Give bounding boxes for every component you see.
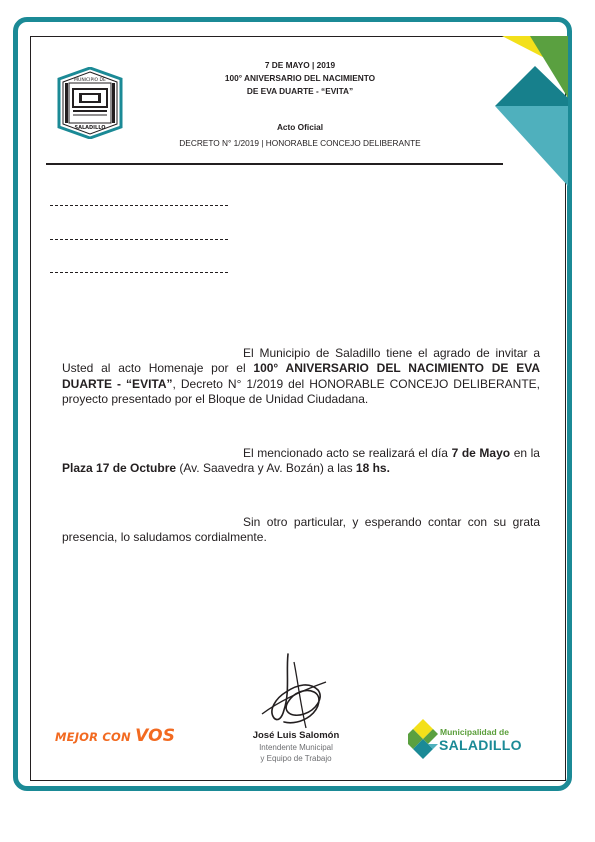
decreto-line: DECRETO N° 1/2019 | HONORABLE CONCEJO DELIBERANTE xyxy=(179,138,421,148)
p2-place: Plaza 17 de Octubre xyxy=(62,461,177,476)
p2-text-c: en la xyxy=(510,446,540,460)
blank-line-1 xyxy=(50,205,228,206)
p3-text: Sin otro particular, y esperando contar con su grata presencia, lo saludamos cordialmente. xyxy=(62,515,540,545)
saladillo-label: SALADILLO xyxy=(439,737,522,753)
p1-text-bold: 100° ANIVERSARIO DEL NACIMIENTO DE EVA DUARTE - “EVITA” xyxy=(62,361,540,391)
p2-date: 7 de Mayo xyxy=(451,446,511,460)
slogan-vos: VOS xyxy=(135,726,176,746)
municipalidad-logo-icon xyxy=(408,719,438,759)
p2-time: 18 hs. xyxy=(355,461,390,476)
signatory-name: José Luis Salomón xyxy=(252,730,340,741)
invitation-paragraph xyxy=(62,346,540,407)
blank-line-3 xyxy=(50,272,228,273)
p2-text-e: (Av. Saavedra y Av. Bozán) a las xyxy=(176,461,356,476)
municipalidad-label: Municipalidad de xyxy=(440,727,509,737)
mejor-con-vos-logo xyxy=(55,726,175,746)
handwritten-signature xyxy=(248,652,340,730)
slogan-text: MEJOR CON xyxy=(55,730,131,744)
crest-text-top: MUNICIPIO DE xyxy=(74,78,106,83)
corner-decoration xyxy=(490,36,568,188)
event-date: 7 DE MAYO | 2019 xyxy=(264,60,336,70)
signatory-title: Intendente Municipal xyxy=(259,743,333,752)
closing-paragraph xyxy=(62,515,540,546)
event-details-paragraph xyxy=(62,446,540,477)
signatory-subtitle: y Equipo de Trabajo xyxy=(260,754,332,763)
blank-line-2 xyxy=(50,239,228,240)
p2-text-a: El mencionado acto se realizará el día xyxy=(243,446,452,460)
acto-oficial-label: Acto Oficial xyxy=(276,122,324,132)
crest-text-bottom: SALADILLO xyxy=(74,125,106,131)
anniversary-title-line1: 100° ANIVERSARIO DEL NACIMIENTO xyxy=(224,73,376,83)
anniversary-title-line2: DE EVA DUARTE - “EVITA” xyxy=(246,86,354,96)
municipal-crest xyxy=(55,67,125,139)
p1-text-a: El Municipio de Saladillo tiene el agrado de invitar a Usted al acto Homenaje por el xyxy=(62,346,540,376)
p1-text-c: , Decreto N° 1/2019 del HONORABLE CONCEJO DELIBERANTE, proyecto presentado por el Bloque de Unidad Ciudadana. xyxy=(62,376,540,406)
header-rule xyxy=(46,163,503,165)
